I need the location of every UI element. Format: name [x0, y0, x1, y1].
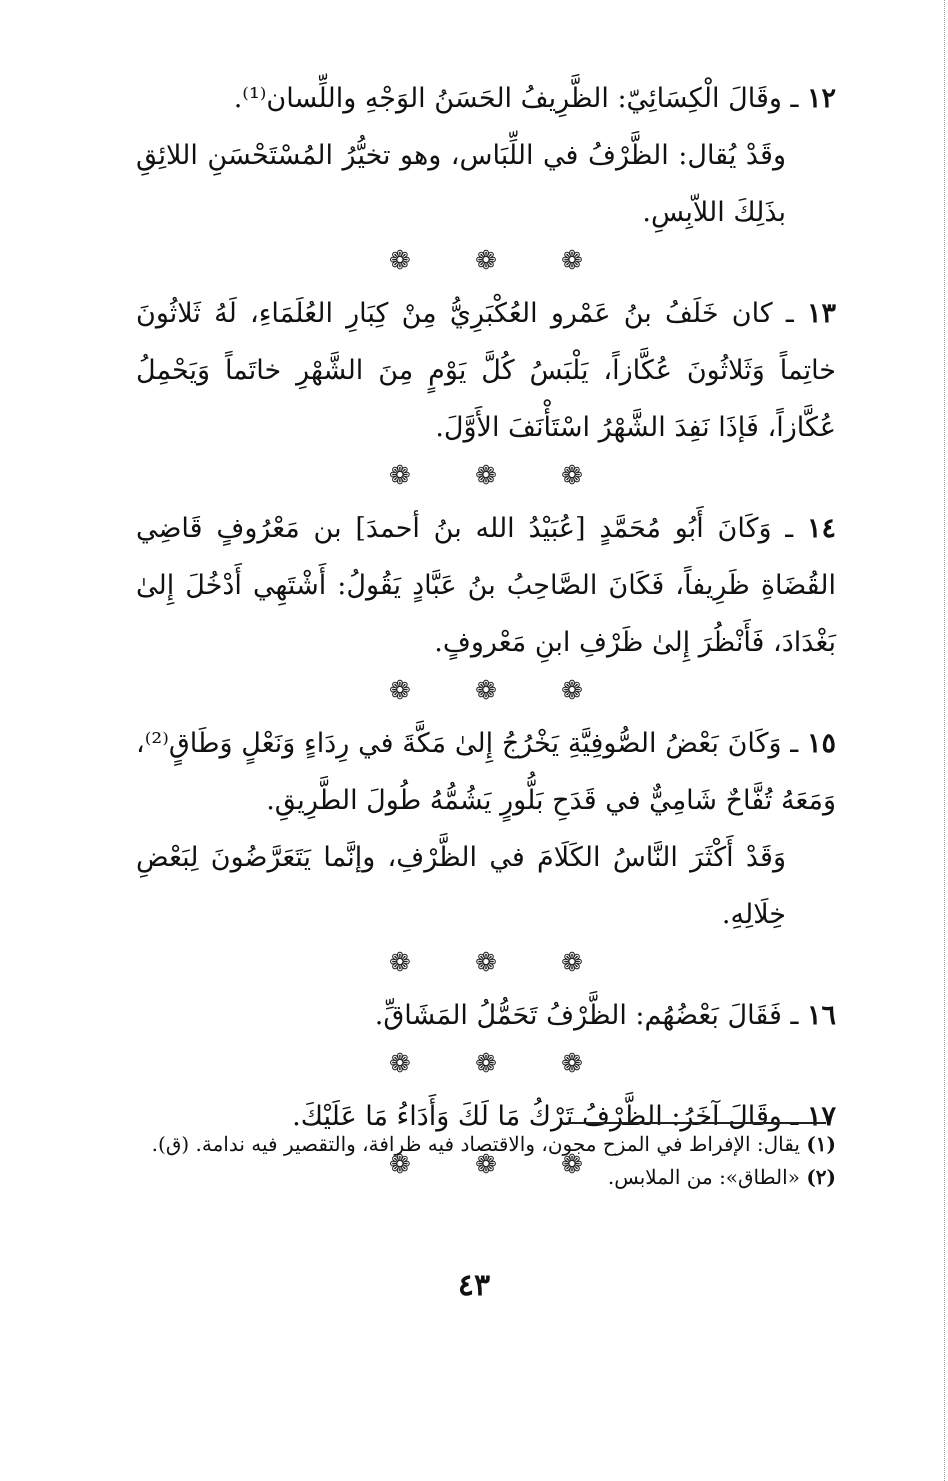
- entry-13: [136, 285, 836, 456]
- ornament-separator: ❁ ❁ ❁: [389, 1049, 611, 1079]
- entry-text: ـ وقَالَ الْكِسَائِيّ: الظَّرِيفُ الحَسَنُ الوَجْهِ واللِّسان⁽¹⁾.: [233, 83, 799, 114]
- entry-number: ١٣: [806, 298, 836, 329]
- footnote-mark: (٢): [806, 1165, 836, 1189]
- entry-number: ١٦: [806, 1000, 836, 1031]
- footnote-1: [136, 1128, 836, 1161]
- entry-text: ـ كان خَلَفُ بنُ عَمْرو العُكْبَرِيُّ مِنْ كِبَارِ العُلَمَاءِ، لَهُ ثَلاثُونَ خاتِماً وَثَلاثُونَ عُكَّازاً، يَلْبَسُ كُلَّ يَوْمٍ مِنَ الشَّهْرِ خاتَماً وَيَحْمِلُ عُكَّازاً، فَإذَا نَفِدَ الشَّهْرُ اسْتَأْنَفَ الأَوَّلَ.: [136, 298, 836, 443]
- entry-number: ١٤: [806, 513, 836, 544]
- footnotes: [136, 1128, 836, 1194]
- entry-12-continuation: وقَدْ يُقال: الظَّرْفُ في اللِّبَاس، وهو تخيُّرُ المُسْتَحْسَنِ اللائِقِ بذَلِكَ اللاّبِسِ.: [136, 140, 786, 228]
- ornament-separator: ❁ ❁ ❁: [389, 948, 611, 978]
- footnote-2: [136, 1161, 836, 1194]
- ornament-separator: ❁ ❁ ❁: [389, 461, 611, 491]
- page-edge: [944, 0, 948, 1481]
- entry-15-continuation: وَقَدْ أَكْثَرَ النَّاسُ الكَلَامَ في الظَّرْفِ، وإنَّما يَتَعَرَّضُونَ لِبَعْضِ خِلَالِهِ.: [136, 842, 786, 930]
- ornament-separator: ❁ ❁ ❁: [389, 246, 611, 276]
- page-body: [136, 70, 836, 1189]
- entry-12: [136, 70, 836, 127]
- ornament-separator: ❁ ❁ ❁: [389, 1150, 611, 1180]
- entry-number: ١٥: [806, 728, 836, 759]
- footnote-mark: (١): [806, 1132, 836, 1156]
- entry-text: ـ فَقَالَ بَعْضُهُم: الظَّرْفُ تَحَمُّلُ المَشَاقِّ.: [374, 1000, 799, 1031]
- footnote-rule: [566, 1122, 826, 1124]
- entry-14: [136, 500, 836, 671]
- ornament-separator: ❁ ❁ ❁: [389, 676, 611, 706]
- entry-text: ـ وَكَانَ أَبُو مُحَمَّدٍ [عُبَيْدُ الله بنُ أحمدَ] بن مَعْرُوفٍ قَاضِي القُضَاةِ ظَرِيفاً، فَكَانَ الصَّاحِبُ بنُ عَبَّادٍ يَقُولُ: أَشْتَهِي أَدْخُلَ إِلىٰ بَغْدَادَ، فَأَنْظُرَ إِلىٰ ظَرْفِ ابنِ مَعْروفٍ.: [136, 513, 836, 658]
- entry-number: ١٧: [806, 1101, 836, 1132]
- entry-text: ـ وقَالَ آخَرُ: الظَّرْفُ تَرْكُ مَا لَكَ وَأَدَاءُ مَا عَلَيْكَ.: [292, 1101, 799, 1132]
- entry-16: [136, 987, 836, 1044]
- entry-text: ـ وَكَانَ بَعْضُ الصُّوفِيَّةِ يَخْرُجُ إِلىٰ مَكَّةَ في رِدَاءٍ وَنَعْلٍ وَطَاقٍ⁽²⁾، وَمَعَهُ تُفَّاحٌ شَامِيٌّ في قَدَحِ بَلُّورٍ يَشُمُّهُ طُولَ الطَّرِيقِ.: [136, 728, 836, 816]
- entry-number: ١٢: [806, 83, 836, 114]
- entry-15: [136, 715, 836, 829]
- page-number: ٤٣: [457, 1268, 491, 1303]
- footnote-text: «الطاق»: من الملابس.: [607, 1165, 800, 1189]
- footnote-text: يقال: الإفراط في المزح مجون، والاقتصاد فيه ظرافة، والتقصير فيه ندامة. (ق).: [151, 1132, 800, 1156]
